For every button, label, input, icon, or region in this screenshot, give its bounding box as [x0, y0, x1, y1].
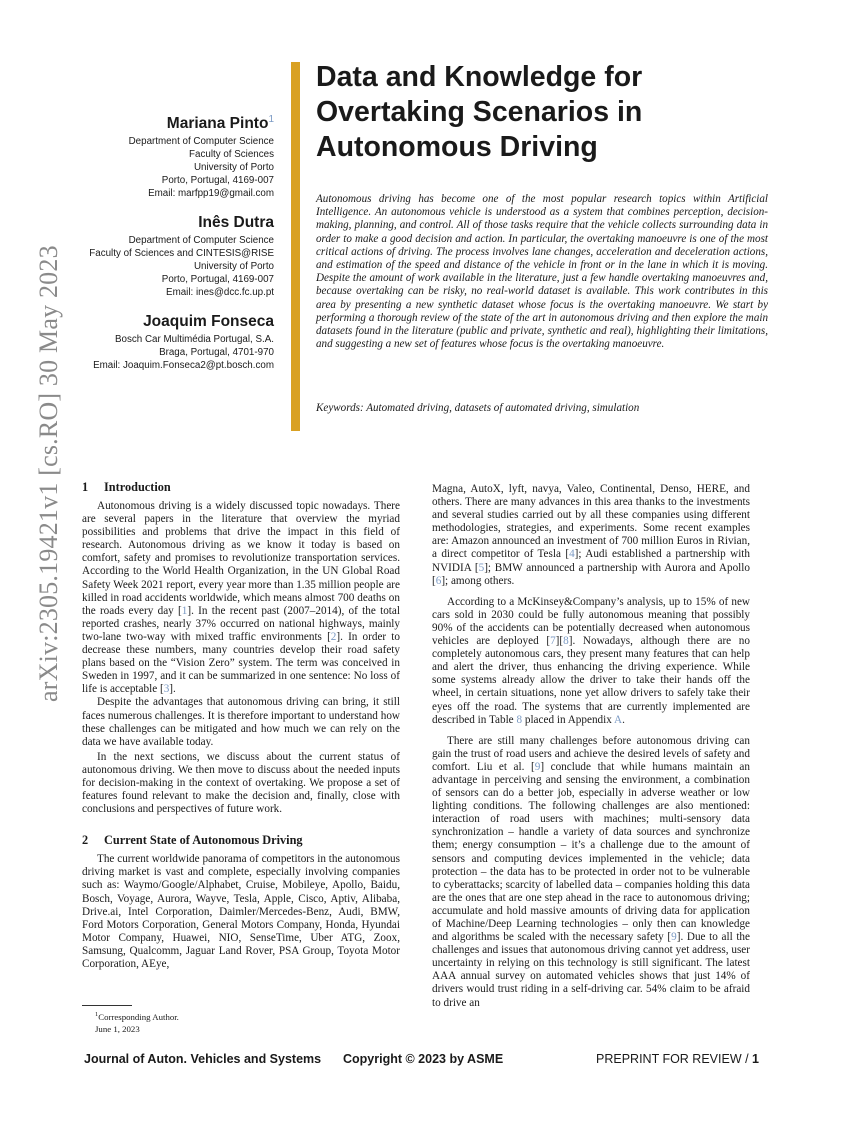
footnote-text: Corresponding Author. [98, 1011, 179, 1022]
citation-link[interactable]: 3 [163, 683, 170, 696]
author-affiliation-line: Email: Joaquim.Fonseca2@pt.bosch.com [93, 360, 274, 372]
citation-link[interactable]: 4 [569, 548, 575, 561]
paper-title [316, 60, 756, 165]
citation-link[interactable]: 1 [181, 604, 188, 617]
author-name [80, 213, 274, 232]
paragraph-text: . [622, 713, 625, 726]
footnote-rule [82, 1005, 132, 1006]
paragraph-gap [432, 588, 750, 596]
keywords: Keywords: Automated driving, datasets of automated driving, simulation [316, 402, 640, 414]
footnote-mark: 1 [95, 1011, 99, 1018]
author-entry [80, 110, 274, 200]
paragraph [432, 483, 750, 588]
paragraph-text: ]. In the recent past (2007–2014), of the total reported crashes, nearly 37% occurred on national highways, mainly two-lane two-way with mixed traffic environments [ [82, 604, 400, 643]
author-affiliation-line: Porto, Portugal, 4169-007 [161, 175, 274, 187]
paragraph: In the next sections, we discuss about the current status of autonomous driving. We then move to discuss about the needed inputs for decision-making in the context of overtaking. We propose a set of features found relevant to make the decision and, finally, close with conclusions and perspectives of future work. [82, 750, 400, 816]
footer-copyright: Copyright © 2023 by ASME [343, 1052, 504, 1066]
paragraph-text: There are still many challenges before autonomous driving can gain the trust of road users and achieve the desired levels of safety and comfort. Liu et al. [ [432, 734, 750, 773]
title-line: Data and Knowledge for [316, 61, 643, 93]
citation-link[interactable]: 9 [671, 931, 677, 944]
author-affiliation-line: Department of Computer Science [128, 235, 274, 247]
paragraph-text: ]. [169, 683, 176, 696]
paragraph-text: ]; Audi established a partnership with NVIDIA [ [432, 548, 751, 574]
author-entry [80, 213, 274, 299]
footer-preprint [596, 1051, 759, 1067]
author-affiliation-line: University of Porto [193, 261, 274, 273]
section-heading-current-state [82, 833, 400, 848]
paragraph-text: According to a McKinsey&Company’s analysis, up to 15% of new cars sold in 2030 could be fully autonomous meaning that possibly 90% of the accidents can be potentially decreased when autonomous vehicles are deployed [ [432, 595, 750, 648]
author-affiliation-line: Bosch Car Multimédia Portugal, S.A. [115, 334, 274, 346]
footnote-date: June 1, 2023 [95, 1023, 140, 1034]
paragraph-text: ][ [555, 635, 564, 648]
footnote-line [95, 1009, 179, 1023]
author-affiliation-line: Porto, Portugal, 4169-007 [161, 274, 274, 286]
title-accent-bar [291, 62, 300, 431]
paragraph-text: ]. Due to all the challenges and issues that autonomous driving cannot yet address, user uncertainty in relying on this technology is still significant. The latest AAA annual survey on automated vehicles shows that just 14% of drivers would trust riding in a self-driving car. 54% claim to be afraid to drive an [432, 931, 750, 1009]
title-line: Autonomous Driving [316, 131, 598, 163]
section-heading-introduction [82, 480, 400, 495]
author-name [80, 312, 274, 331]
citation-link[interactable]: 2 [330, 630, 337, 643]
author-name [80, 110, 274, 133]
paragraph: The current worldwide panorama of competitors in the autonomous driving market is vast and complete, especially involving companies such as: Waymo/Google/Alphabet, Cruise, Mobileye, Apollo, Baidu, Bosch, Voyage, Aurora, Wayve, Tesla, Apple, Cisco, Aptiv, Alibaba, Drive.ai, Intel Corporation, Daimler/Mercedes-Benz, Audi, BMW, Ford Motors Corporation, General Motors Company, Honda, Hyundai Motor Company, Huawei, NIO, SenseTime, Uber ATG, Zoox, Samsung, Qualcomm, Jaguar Land Rover, PSA Group, Toyota Motor Corporation, AEye, [82, 853, 400, 970]
section-title: Introduction [104, 480, 171, 494]
citation-link[interactable]: 7 [550, 635, 556, 648]
author-entry [80, 312, 274, 372]
author-block [80, 110, 274, 385]
footnote [95, 1009, 179, 1035]
footer-separator: / [741, 1052, 753, 1066]
paragraph-gap [432, 727, 750, 735]
author-name-text: Inês Dutra [198, 214, 274, 232]
citation-link[interactable]: 8 [516, 713, 523, 726]
author-name-text: Joaquim Fonseca [143, 313, 274, 331]
paragraph [82, 500, 400, 696]
author-affiliation-line: Braga, Portugal, 4701-970 [159, 347, 274, 359]
page-number: 1 [752, 1052, 759, 1066]
title-line: Overtaking Scenarios in [316, 96, 643, 128]
section-number: 2 [82, 833, 89, 848]
author-affiliation-line: Email: marfpp19@gmail.com [148, 188, 274, 200]
paragraph-text: ]; among others. [441, 574, 515, 587]
citation-link[interactable]: 9 [534, 760, 541, 773]
paragraph: Despite the advantages that autonomous driving can bring, it still faces numerous challenges. It is therefore important to understand how these challenges can be mitigated and how much we can rely on the data we have available today. [82, 696, 400, 748]
author-footnote-mark[interactable]: 1 [268, 114, 274, 125]
citation-link[interactable]: 5 [478, 561, 485, 574]
paragraph-text: Autonomous driving is a widely discussed topic nowadays. There are several papers in the literature that overview the myriad possibilities and problems that drive the impact in this field of research. Autonomous driving as we know it today is based on comfort, safety and promises to revolutionize transportation services. According to the World Health Organization, in the UN Global Road Safety Week 2021 report, every year more than 1.35 million people are killed in road accidents worldwide, which means almost 700 deaths on the roads every day [ [82, 500, 400, 617]
citation-link[interactable]: 6 [435, 574, 442, 587]
section-number: 1 [82, 480, 89, 494]
paragraph-text: Magna, AutoX, lyft, navya, Valeo, Continental, Denso, HERE, and others. There are many advances in this area thanks to the investments and several studies carried out by all these companies using different methodologies, strategies, and experiments. Some recent examples are: Amazon announced an investment of 700 million Euros in Rivian, a direct competitor of Tesla [ [432, 483, 750, 561]
footer-preprint-label: PREPRINT FOR REVIEW [596, 1052, 742, 1066]
paragraph-text: ] conclude that while humans maintain an advantage in perceiving and sensing the environment, a combination of sensors can do a better job, especially in adverse weather or low lighting conditions. The following challenges are also mentioned: interaction of road users with machines; multi-sensory data synchronization – handle a variety of data sources and synchronize them; energy consumption – it’s a challenge due to the amount of sensors and computing devices implemented in the vehicle; data protection – the data has to be protected in order not to be vulnerable to cyberattacks; scarcity of labelled data – companies holding this data are the ones that are one step ahead in the race to autonomous driving; accumulate and hold massive amounts of driving data for application of Machine/Deep Learning technologies – only then can knowledge and algorithms be scaled with the necessary safety [ [432, 760, 750, 944]
author-affiliation-line: Department of Computer Science [128, 136, 274, 148]
author-affiliation-line: Faculty of Sciences [189, 149, 274, 161]
abstract: Autonomous driving has become one of the most popular research topics within Artificial Intelligence. An autonomous vehicle is understood as a system that combines perception, decision-making, planning, and control. All of those tasks require that the vehicle collects surrounding data in order to make a good decision and action. In particular, the overtaking manoeuvre is one of the most critical actions of driving. The process involves lane changes, acceleration and deceleration actions, and estimation of the speed and distance of the vehicle in front or in the lane in which it is moving. Despite the amount of work available in the literature, just a few handle overtaking manoeuvres and, because overtaking can be risky, no real-world dataset is available. This work contributes in this area by presenting a new synthetic dataset whose focus is the overtaking manoeuvre. We start by performing a thorough review of the state of the art in autonomous driving and then explore the main datasets found in the literature (public and private, synthetic and real), highlighting their limitations, and suggesting a new set of features whose focus is the overtaking manoeuvre. [316, 193, 768, 351]
arxiv-side-stamp: arXiv:2305.19421v1 [cs.RO] 30 May 2023 [34, 245, 63, 702]
paragraph [432, 735, 750, 1010]
paragraph-text: ]. In order to decrease these numbers, many countries develop their road safety plans based on the “Vision Zero” system. The term was conceived in Sweden in 1997, and it can be summarized in one sentence: No loss of life is acceptable [ [82, 630, 400, 696]
footer-journal: Journal of Auton. Vehicles and Systems [84, 1052, 322, 1066]
author-affiliation-line: University of Porto [193, 162, 274, 174]
citation-link[interactable]: 8 [563, 635, 569, 648]
paragraph-text: ]. Nowadays, although there are no completely autonomous cars, they present many features that can help and alert the driver, thus enhancing the driving experience. While some systems already allow the driver to take their hands off the wheel, in certain situations, none yet allow drivers to safely take their eyes off the road. The systems that are currently implemented are described in Table [432, 635, 750, 726]
right-column [432, 483, 750, 1010]
author-name-text: Mariana Pinto [166, 115, 269, 133]
paragraph-text: ]; BMW announced a partnership with Aurora and Apollo [ [432, 561, 750, 587]
left-column [82, 480, 400, 971]
section-title: Current State of Autonomous Driving [104, 833, 303, 848]
author-affiliation-line: Email: ines@dcc.fc.up.pt [166, 287, 274, 299]
section-gap [82, 816, 400, 833]
author-affiliation-line: Faculty of Sciences and CINTESIS@RISE [89, 248, 274, 260]
citation-link[interactable]: A [614, 713, 623, 726]
paragraph [432, 596, 750, 727]
paragraph-text: placed in Appendix [522, 713, 615, 726]
